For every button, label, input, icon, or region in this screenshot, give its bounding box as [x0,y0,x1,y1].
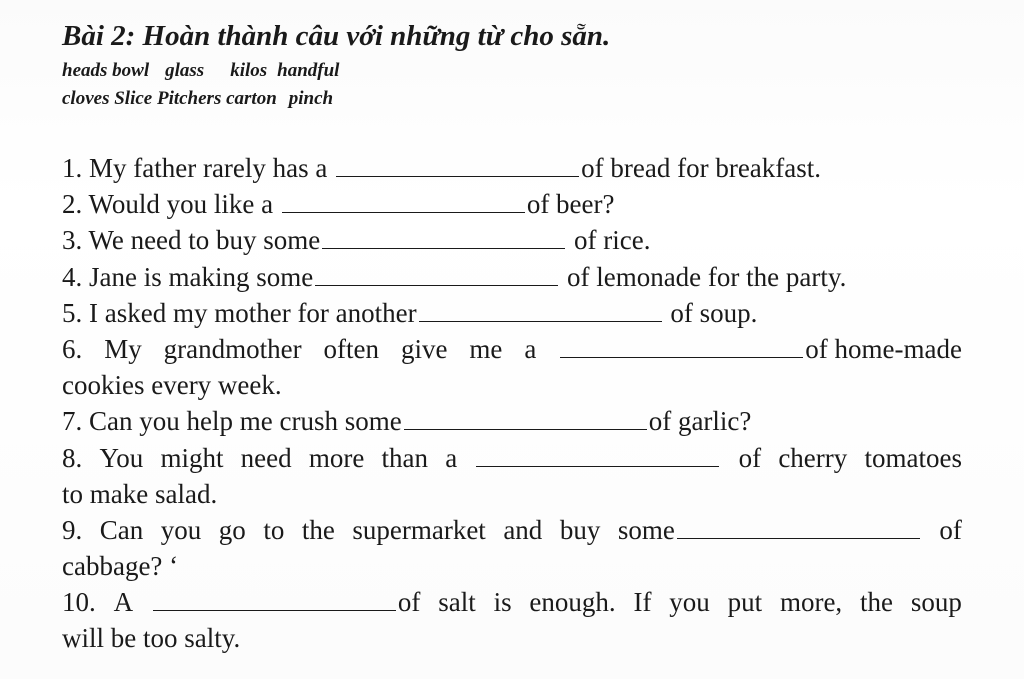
word-bank-item: glass [165,60,205,81]
question-text: will be too salty. [62,623,241,654]
question-text: 1. My father rarely has a [62,153,335,183]
question-word: the [860,587,894,618]
answer-blank[interactable] [153,588,396,611]
question-word: and [503,514,543,545]
question-word: me [469,333,503,364]
question-text: cookies every week. [62,370,282,401]
question-word: might [160,442,224,473]
question-6-continued [62,367,962,403]
question-6 [62,331,962,367]
question-9-continued [62,548,962,584]
question-word: You [99,442,144,473]
question-word: Can [99,514,144,545]
question-word: My [104,333,142,364]
question-10-continued [62,620,962,656]
question-word: than [381,442,429,473]
question-text: 2. Would you like a [62,189,280,220]
question-word: go [218,514,246,545]
word-bank-item: pinch [288,88,334,109]
question-text: 7. Can you help me crush some [62,406,402,437]
answer-blank[interactable] [282,190,525,213]
question-text: 5. I asked my mother for another [62,297,417,328]
answer-blank[interactable] [322,226,565,249]
word-bank-item: heads bowl [62,60,150,81]
word-bank-item: cloves Slice Pitchers carton [62,88,277,109]
question-word: tomatoes [864,442,962,473]
question-word: A [113,587,134,618]
question-text: of garlic? [648,406,752,437]
question-text: to make salad. [62,478,218,509]
answer-blank[interactable] [476,444,719,467]
answer-blank[interactable] [677,516,920,539]
question-word: more [308,442,365,473]
question-word: you [160,514,202,545]
question-text: of rice. [567,225,651,256]
question-list [62,150,962,657]
answer-blank[interactable] [404,407,647,430]
question-word: of [397,587,421,618]
word-bank-item: handful [277,60,340,81]
word-bank-row-1 [62,60,339,82]
question-text: of beer? [526,189,615,220]
question-5 [62,295,962,331]
question-7 [62,403,962,439]
question-2 [62,186,962,222]
question-word: the [301,514,335,545]
question-word: supermarket [352,514,486,545]
exercise-title: Bài 2: Hoàn thành câu với những từ cho sẵn. [62,20,611,52]
question-word: salt [438,587,476,618]
question-word: often [323,333,380,364]
question-word: give [400,333,448,364]
question-text: 3. We need to buy some [62,225,321,256]
question-word: 6. [62,333,83,364]
question-8-continued [62,476,962,512]
question-word: of [939,514,962,545]
question-word: a [524,333,537,364]
question-word: cherry [778,442,848,473]
question-word: a [445,442,458,473]
question-3 [62,222,962,258]
question-word: some [617,514,675,545]
question-1 [62,150,962,186]
question-word: enough. [529,587,616,618]
question-word: buy [559,514,601,545]
question-10 [62,584,962,620]
answer-blank[interactable] [315,263,558,286]
question-4 [62,259,962,295]
answer-blank[interactable] [336,154,579,177]
question-word: 10. [62,587,96,618]
question-word: is [493,587,512,618]
question-word: need [240,442,292,473]
question-text: 4. Jane is making some [62,261,314,292]
question-word: If [633,587,652,618]
question-word: 9. [62,514,83,545]
word-bank-item: kilos [230,60,268,81]
question-word: soup [910,587,962,618]
question-9 [62,512,962,548]
question-word: to [263,514,285,545]
question-word: you [669,587,710,618]
question-word: grandmother [163,333,302,364]
question-word: put [727,587,763,618]
answer-blank[interactable] [560,335,803,358]
question-word: of [738,442,762,473]
answer-blank[interactable] [419,299,662,322]
question-text: of lemonade for the party. [560,261,847,292]
question-text: of bread for breakfast. [581,153,822,183]
question-8 [62,440,962,476]
question-text: of soup. [663,297,758,328]
word-bank-row-2 [62,88,333,110]
question-text: of home-made [805,333,962,364]
question-word: 8. [62,442,83,473]
question-word: more, [779,587,843,618]
question-text: cabbage? ‘ [62,551,179,582]
